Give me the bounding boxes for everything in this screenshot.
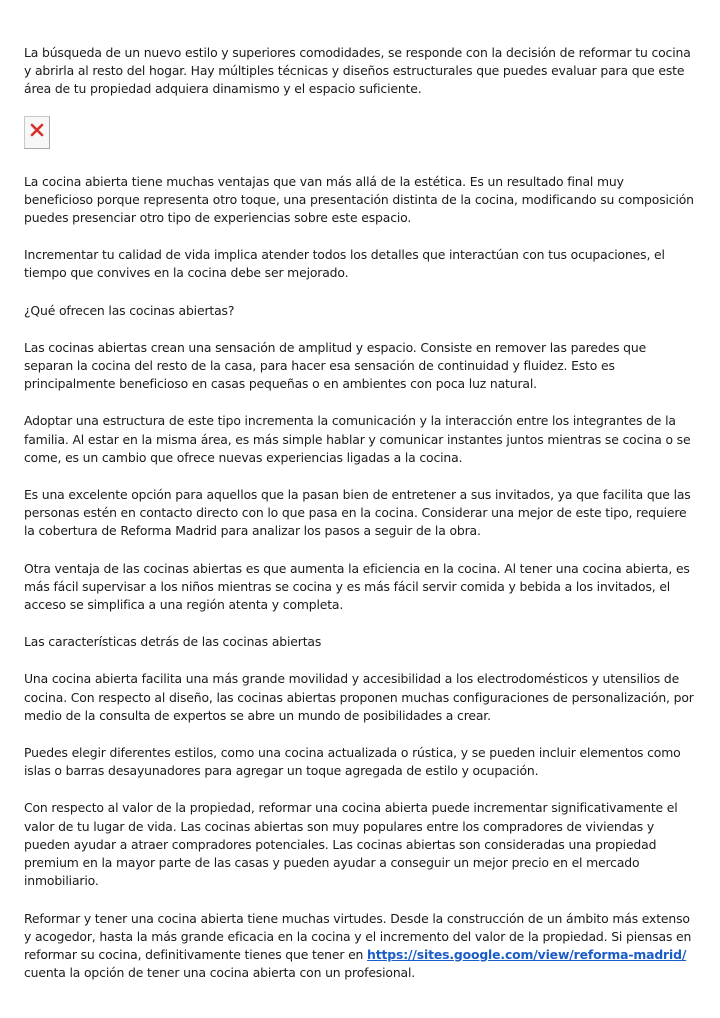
paragraph-intro: La búsqueda de un nuevo estilo y superiores comodidades, se responde con la decisión de reformar tu cocina y abrirla al resto del hogar. Hay múltiples técnicas y diseños estructurales que puedes evaluar para que este área de tu propiedad adquiera dinamismo y el espacio suficiente. — [24, 45, 691, 97]
paragraph-calidad-vida: Incrementar tu calidad de vida implica atender todos los detalles que interactúan con tus ocupaciones, el tiempo que convives en la cocina debe ser mejorado. — [24, 247, 665, 281]
conclusion-text-before-link: Reformar y tener una cocina abierta tiene muchas virtudes. Desde la construcción de un ámbito más extenso y acogedor, hasta la más grande eficacia en la cocina y el incremento del valor de la propiedad. Si piensas en reformar su cocina, definitivamente tienes que tener en — [24, 910, 692, 962]
paragraph-estilos: Puedes elegir diferentes estilos, como una cocina actualizada o rústica, y se pueden incluir elementos como islas o barras desayunadores para agregar un toque agregada de estilo y ocupación. — [24, 745, 681, 779]
paragraph-amplitud: Las cocinas abiertas crean una sensación de amplitud y espacio. Consiste en remover las paredes que separan la cocina del resto de la casa, para hacer esa sensación de continuidad y fluidez. Esto es principalmente beneficioso en casas pequeñas o en ambientes con poca luz natural. — [24, 339, 647, 392]
heading-caracteristicas: Las características detrás de las cocinas abiertas — [24, 634, 322, 650]
heading-que-ofrecen: ¿Qué ofrecen las cocinas abiertas? — [24, 302, 235, 318]
broken-image-icon — [29, 122, 45, 138]
paragraph-invitados: Es una excelente opción para aquellos que la pasan bien de entretener a sus invitados, ya que facilita que las personas estén en contacto directo con lo que pasa en la cocina. Considerar una mejor de este tipo, requiere la cobertura de Reforma Madrid para analizar los pasos a seguir de la obra. — [24, 487, 691, 539]
paragraph-valor-propiedad: Con respecto al valor de la propiedad, reformar una cocina abierta puede incrementar significativamente el valor de tu lugar de vida. Las cocinas abiertas son muy populares entre los compradores de viviendas y pueden ayudar a atraer compradores potenciales. Las cocinas abiertas son consideradas una propiedad premium en la mayor parte de las casas y pueden ayudar a conseguir un mejor precio en el mercado inmobiliario. — [24, 800, 678, 889]
reforma-madrid-link[interactable]: https://sites.google.com/view/reforma-madrid/ — [367, 946, 687, 962]
conclusion-text-after-link: cuenta la opción de tener una cocina abierta con un profesional. — [24, 965, 416, 981]
broken-image-placeholder — [24, 116, 50, 149]
paragraph-movilidad: Una cocina abierta facilita una más grande movilidad y accesibilidad a los electrodomésticos y utensilios de cocina. Con respecto al diseño, las cocinas abiertas proponen muchas configuraciones de personalización, por medio de la consulta de expertos se abre un mundo de posibilidades a crear. — [24, 671, 694, 723]
paragraph-conclusion — [24, 910, 696, 983]
paragraph-eficiencia: Otra ventaja de las cocinas abiertas es que aumenta la eficiencia en la cocina. Al tener una cocina abierta, es más fácil supervisar a los niños mientras se cocina y es más fácil servir comida y bebida a los invitados, el acceso se simplifica a una región atenta y completa. — [24, 560, 690, 613]
paragraph-ventajas: La cocina abierta tiene muchas ventajas que van más allá de la estética. Es un resultado final muy beneficioso porque representa otro toque, una presentación distinta de la cocina, modificando su composición puedes presenciar otro tipo de experiencias sobre este espacio. — [24, 173, 694, 226]
paragraph-comunicacion: Adoptar una estructura de este tipo incrementa la comunicación y la interacción entre los integrantes de la familia. Al estar en la misma área, es más simple hablar y comunicar instantes juntos mientras se cocina o se come, es un cambio que ofrece nuevas experiencias ligadas a la cocina. — [24, 413, 691, 465]
